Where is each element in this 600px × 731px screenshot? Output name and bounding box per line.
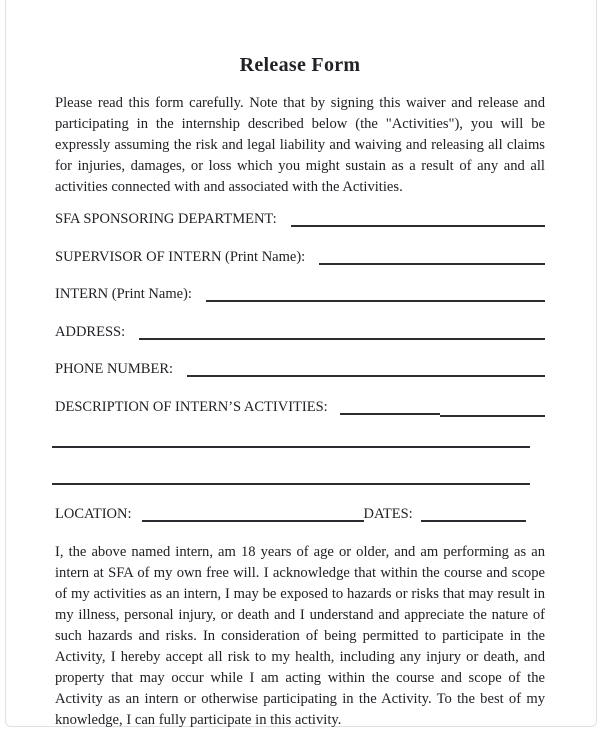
field-row-location-dates bbox=[55, 506, 545, 522]
phone-number-input[interactable] bbox=[187, 361, 545, 377]
activities-writing-line-2[interactable] bbox=[52, 483, 530, 485]
release-form-page bbox=[55, 54, 545, 731]
intern-name-label: INTERN (Print Name): bbox=[55, 286, 192, 302]
page-title: Release Form bbox=[239, 54, 361, 76]
field-row-phone-number bbox=[55, 361, 545, 377]
activities-writing-line-1[interactable] bbox=[52, 446, 530, 448]
location-input[interactable] bbox=[142, 506, 364, 522]
sfa-sponsoring-department-label: SFA SPONSORING DEPARTMENT: bbox=[55, 211, 277, 227]
field-row-address bbox=[55, 324, 545, 340]
address-label: ADDRESS: bbox=[55, 323, 126, 340]
intern-name-input[interactable] bbox=[206, 286, 545, 302]
intro-paragraph: Please read this form carefully. Note that by signing this waiver and release and participating in the internship described below (the "Activities"), you will be expressly assuming the risk and legal liability and waiving and releasing all claims for injuries, damages, or loss which you might sustain as a result of any and all activities connected with and associated with the Activities. bbox=[55, 95, 545, 195]
field-row-activities-description bbox=[55, 399, 545, 415]
closing-paragraph: I, the above named intern, am 18 years of age or older, and am performing as an intern at SFA of my own free will. I acknowledge that within the course and scope of my activities as an intern, I may be exposed to hazards or risks that may result in my illness, personal injury, or death and I understand and appreciate the nature of such hazards and risks. In consideration of being permitted to participate in the Activity, I hereby accept all risk to my health, including any injury or death, and property that may occur while I am acting within the course and scope of the Activity as an intern or otherwise participating in the Activity. To the best of my knowledge, I can fully participate in this activity. bbox=[55, 543, 545, 728]
field-row-intern bbox=[55, 286, 545, 302]
phone-number-label: PHONE NUMBER: bbox=[55, 361, 174, 377]
description-of-activities-input[interactable] bbox=[340, 400, 440, 415]
field-row-sponsoring-department bbox=[55, 211, 545, 227]
supervisor-of-intern-input[interactable] bbox=[319, 249, 545, 265]
form-fields-section bbox=[55, 211, 545, 522]
address-input[interactable] bbox=[139, 324, 545, 340]
supervisor-of-intern-label: SUPERVISOR OF INTERN (Print Name): bbox=[55, 248, 306, 265]
dates-label: DATES: bbox=[363, 505, 413, 522]
sfa-sponsoring-department-input[interactable] bbox=[291, 211, 545, 227]
description-of-activities-label: DESCRIPTION OF INTERN’S ACTIVITIES: bbox=[55, 398, 328, 415]
location-label: LOCATION: bbox=[55, 505, 132, 522]
description-of-activities-input-continued[interactable] bbox=[440, 402, 545, 417]
field-row-supervisor bbox=[55, 249, 545, 265]
dates-input[interactable] bbox=[421, 506, 526, 522]
